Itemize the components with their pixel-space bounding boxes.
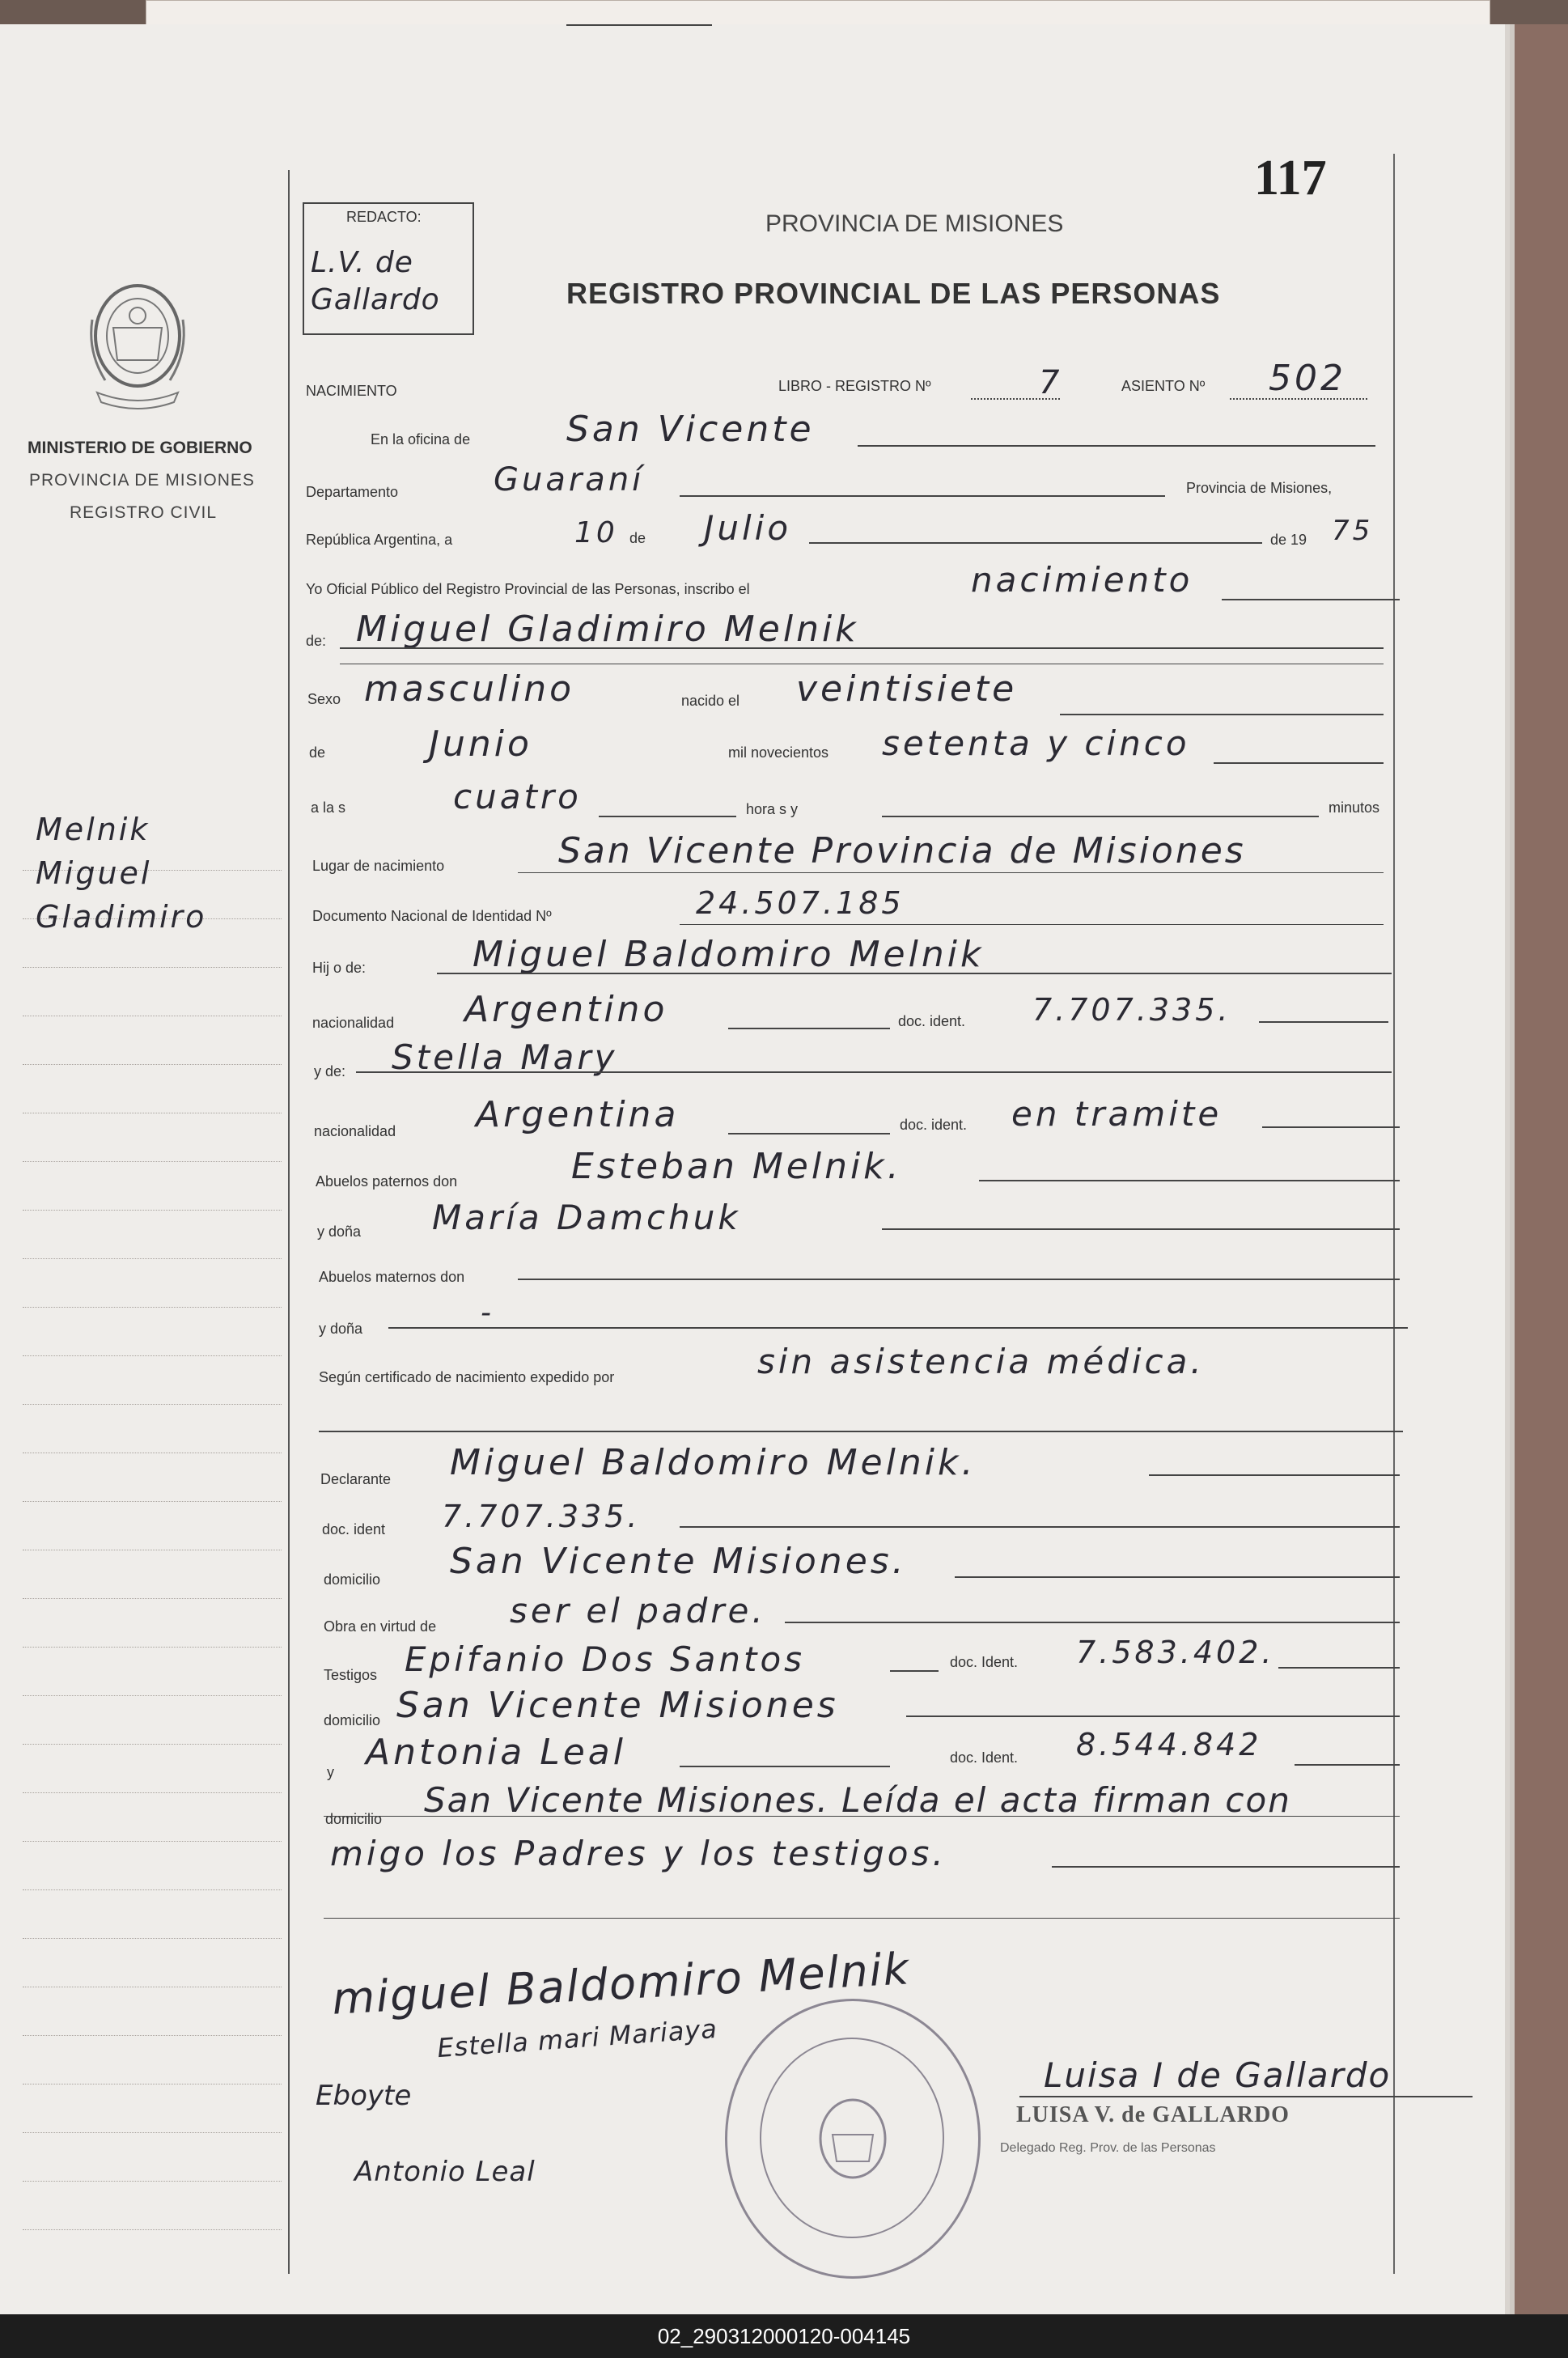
closing-line: migo los Padres y los testigos. [330, 1834, 947, 1873]
redacto-box [303, 202, 474, 335]
domicilio-value: San Vicente Misiones. [450, 1541, 907, 1582]
obra-label: Obra en virtud de [324, 1618, 437, 1635]
libro-value: 7 [1039, 364, 1063, 401]
registry-title: REGISTRO PROVINCIAL DE LAS PERSONAS [566, 277, 1221, 310]
yde-label: y de: [314, 1063, 346, 1079]
nacido-label: nacido el [681, 693, 740, 709]
docident4-label: doc. Ident. [950, 1749, 1019, 1766]
padre-value: Miguel Baldomiro Melnik [473, 934, 985, 975]
dni-value: 24.507.185 [696, 885, 905, 921]
asiento-value: 502 [1269, 358, 1346, 399]
ydona-pat-label: y doña [317, 1224, 362, 1240]
testigos-label: Testigos [324, 1667, 378, 1683]
libro-label: LIBRO - REGISTRO Nº [778, 378, 931, 394]
document-page [0, 24, 1505, 2314]
testigo2-doc: 8.544.842 [1076, 1727, 1262, 1762]
abuela-pat-value: María Damchuk [432, 1198, 741, 1237]
certificado-value: sin asistencia médica. [757, 1342, 1205, 1381]
anio-value: 75 [1332, 515, 1374, 547]
dni-label: Documento Nacional de Identidad Nº [312, 908, 552, 924]
de2-label: de [309, 744, 326, 761]
signature-witness1: Eboyte [316, 2080, 412, 2112]
image-caption: 02_290312000120-004145 [0, 2314, 1568, 2358]
background-right [1515, 24, 1568, 2314]
nacionalidad-padre-label: nacionalidad [312, 1015, 395, 1031]
signature-mother: Estella mari Mariaya [436, 2012, 719, 2064]
testigo2-domicilio-label: domicilio [325, 1811, 383, 1827]
mes-value: Julio [704, 508, 792, 548]
abuelos-mat-label: Abuelos maternos don [319, 1269, 465, 1285]
redacto-value: L.V. de Gallardo [311, 246, 440, 316]
docident2-label: doc. ident [322, 1521, 386, 1537]
alas-label: a la s [311, 799, 346, 816]
nacido-value: veintisiete [796, 668, 1018, 710]
departamento-label: Departamento [306, 484, 399, 500]
oficina-value: San Vicente [566, 409, 815, 450]
page-number: 117 [1254, 151, 1327, 206]
docident-madre-label: doc. ident. [900, 1117, 968, 1133]
margin-rule [288, 170, 290, 2274]
redacto-label: REDACTO: [346, 209, 422, 225]
docident3-label: doc. Ident. [950, 1654, 1019, 1670]
ministry-line1: MINISTERIO DE GOBIERNO [28, 439, 252, 457]
book-edge [146, 0, 1490, 26]
obra-value: ser el padre. [510, 1591, 766, 1631]
lugar-value: San Vicente Provincia de Misiones [558, 830, 1246, 872]
abuela-mat-value: - [481, 1296, 494, 1330]
declarante-label: Declarante [320, 1471, 392, 1487]
official-seal-icon [725, 1999, 981, 2279]
ministry-line2: PROVINCIA DE MISIONES [29, 471, 255, 490]
oficina-label: En la oficina de [371, 431, 471, 447]
hijo-label: Hij o de: [312, 960, 367, 976]
sexo-label: Sexo [307, 691, 341, 707]
ministry-line3: REGISTRO CIVIL [70, 503, 218, 522]
mil-label: mil novecientos [728, 744, 829, 761]
testigo2-domicilio: San Vicente Misiones. Leída el acta firman con [424, 1780, 1291, 1820]
republica-label: República Argentina, a [306, 532, 453, 548]
anio-nac-value: setenta y cinco [882, 723, 1190, 763]
province-title: PROVINCIA DE MISIONES [765, 210, 1064, 237]
official-name: LUISA V. de GALLARDO [1016, 2102, 1290, 2127]
provincia-label: Provincia de Misiones, [1186, 480, 1333, 496]
testigo1-doc: 7.583.402. [1076, 1635, 1275, 1670]
nacimiento-label: NACIMIENTO [306, 383, 397, 399]
hora-value: cuatro [453, 777, 582, 816]
official-signature: Luisa I de Gallardo [1044, 2055, 1392, 2095]
nacionalidad-madre-label: nacionalidad [314, 1123, 396, 1139]
abuelos-pat-label: Abuelos paternos don [316, 1173, 458, 1190]
margin-note [36, 808, 206, 939]
margin-note-surname: Melnik [36, 812, 150, 847]
de-anio-label: de 19 [1270, 532, 1307, 548]
nac-padre-value: Argentino [464, 989, 668, 1030]
minutos-label: minutos [1329, 799, 1380, 816]
persona-value: Miguel Gladimiro Melnik [356, 609, 859, 650]
testigo1-domicilio-label: domicilio [324, 1712, 381, 1728]
coat-of-arms-icon [81, 271, 194, 417]
departamento-value: Guaraní [494, 461, 645, 498]
domicilio-label: domicilio [324, 1571, 381, 1588]
margin-note-name1: Miguel [36, 855, 152, 891]
declarante-doc-value: 7.707.335. [442, 1499, 641, 1534]
nac-madre-value: Argentina [476, 1094, 680, 1135]
horas-label: hora s y [746, 801, 799, 817]
margin-note-name2: Gladimiro [36, 899, 207, 935]
signature-father: miguel Baldomiro Melnik [330, 1943, 912, 2025]
de-label: de [629, 530, 646, 546]
madre-value: Stella Mary [392, 1037, 618, 1077]
testigo1-domicilio: San Vicente Misiones [396, 1685, 839, 1726]
dia-value: 10 [574, 516, 618, 549]
ydona-mat-label: y doña [319, 1321, 363, 1337]
abuelo-pat-value: Esteban Melnik. [571, 1146, 902, 1187]
lugar-label: Lugar de nacimiento [312, 858, 445, 874]
testigo2-value: Antonia Leal [366, 1732, 626, 1773]
de-persona-label: de: [306, 633, 327, 649]
doc-padre-value: 7.707.335. [1032, 992, 1231, 1028]
asiento-label: ASIENTO Nº [1121, 378, 1206, 394]
sexo-value: masculino [364, 668, 575, 710]
testigo1-value: Epifanio Dos Santos [405, 1639, 806, 1679]
doc-madre-value: en tramite [1011, 1094, 1223, 1134]
declarante-value: Miguel Baldomiro Melnik. [450, 1442, 977, 1483]
docident-padre-label: doc. ident. [898, 1013, 966, 1029]
mes-nac-value: Junio [429, 723, 532, 765]
y-label: y [327, 1764, 334, 1780]
right-rule [1393, 154, 1395, 2274]
official-role: Delegado Reg. Prov. de las Personas [1000, 2141, 1216, 2155]
oficial-text: Yo Oficial Público del Registro Provincial de las Personas, inscribo el [306, 581, 750, 597]
certificado-label: Según certificado de nacimiento expedido por [319, 1369, 615, 1385]
signature-witness2: Antonio Leal [354, 2156, 536, 2188]
inscribo-value: nacimiento [971, 560, 1193, 600]
